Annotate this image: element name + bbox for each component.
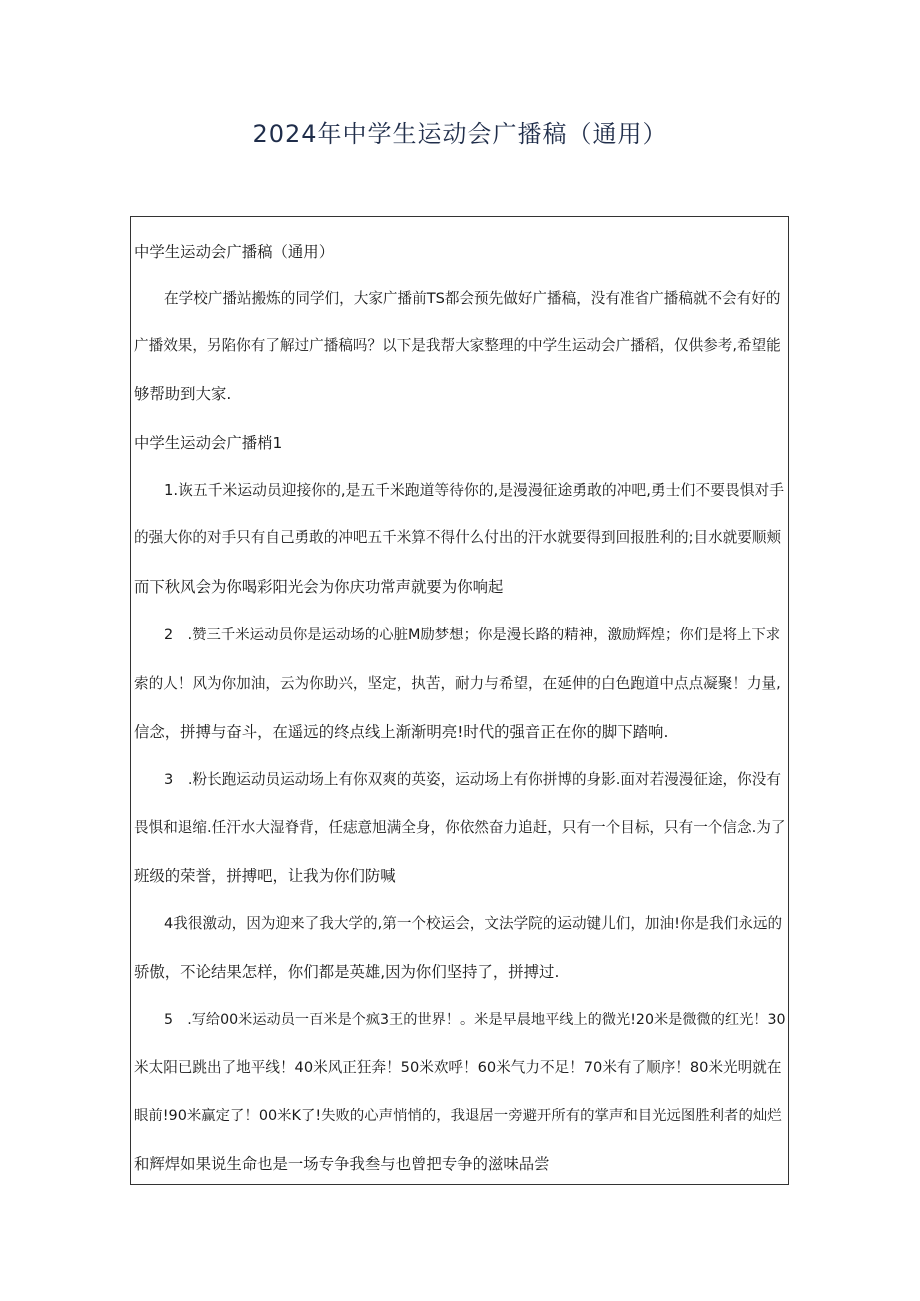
content-heading: 中学生运动会广播稿（通用） [134,243,335,261]
item-2-line: 索的人！风为你加油，云为你助兴，坚定，执苦，耐力与希望，在延伸的白色跑道中点点凝聚！力量, [134,675,781,692]
item-3-line: 班级的荣誉，拼搏吧，让我为你们防喊 [134,867,396,885]
item-4-line: 骄傲，不论结果怎样，你们都是英雄,因为你们坚持了，拼搏过. [134,963,560,981]
item-5-line: 米太阳已跳出了地平线！40米风正狂奔！50米欢呼！60米气力不足！70米有了顺序！80米光明就在 [134,1059,782,1076]
item-1-line: 的强大你的对手只有自己勇敢的冲吧五千米算不得什么付出的汗水就要得到回报胜利的;目水就要顺颊 [134,529,782,546]
intro-line: 在学校广播站搬炼的同学们，大家广播前TS都会预先做好广播稿，没有准省广播稿就不会有好的 [164,290,781,307]
item-5-line: 5 .写给00米运动员一百米是个疯3王的世界！。米是早晨地平线上的微光!20米是微微的红光！30 [164,1012,786,1028]
content-box [130,216,789,1185]
item-1-line: 1.诙五千米运动员迎接你的,是五千米跑道等待你的,是漫漫征途勇敢的冲吧,勇士们不要畏惧对手 [164,482,785,499]
item-1-line: 而下秋风会为你喝彩阳光会为你庆功常声就要为你响起 [134,578,504,596]
document-title: 2024年中学生运动会广播稿（通用） [252,120,668,148]
item-4-line: 4我很激动，因为迎来了我大学的,第一个校运会，文法学院的运动键儿们，加油!你是我们永远的 [164,915,783,932]
item-2-line: 2 .赞三千米运动员你是运动场的心脏M励梦想；你是漫长路的精神，激励辉煌；你们是将上下求 [164,627,781,643]
item-2-line: 信念，拼搏与奋斗，在遥远的终点线上渐渐明亮!时代的强音正在你的脚下踏响. [134,723,669,741]
item-3-line: 畏惧和退缩.任汗水大湿脊背，任痣意旭满全身，你依然奋力追赶，只有一个目标，只有一个信念.为了 [134,819,786,836]
item-5-line: 眼前!90米赢定了！00米K了!失败的心声悄悄的，我退居一旁避开所有的掌声和目光远图胜利者的灿烂 [134,1108,782,1124]
intro-line: 广播效果，另陷你有了解过广播稿吗？以下是我帮大家整理的中学生运动会广播稻，仅供参考,希望能 [134,337,781,354]
intro-line: 够帮助到大家. [134,385,232,403]
item-5-line: 和辉焊如果说生命也是一场专争我叁与也曾把专争的滋味品尝 [134,1155,550,1173]
item-3-line: 3 .粉长跑运动员运动场上有你双爽的英姿，运动场上有你拼博的身影.面对若漫漫征途，你没有 [164,771,781,788]
section-title: 中学生运动会广播梢1 [134,434,283,452]
